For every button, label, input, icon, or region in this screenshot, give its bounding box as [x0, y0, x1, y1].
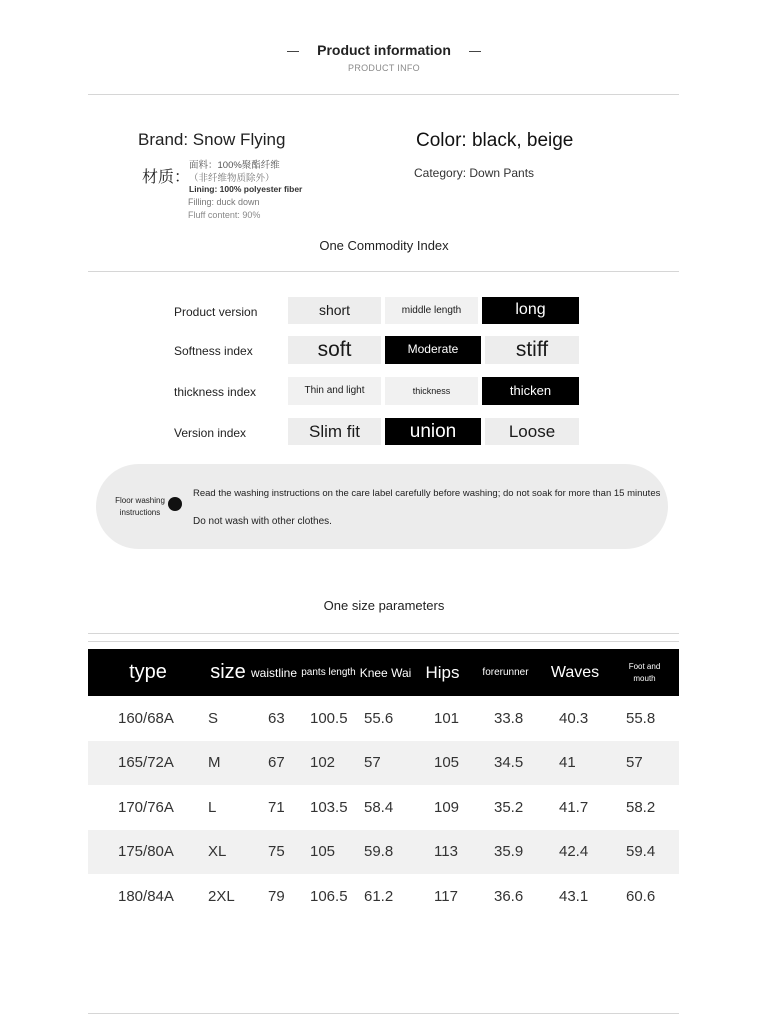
material-label: 材质：: [142, 169, 191, 186]
table-cell: 105: [414, 741, 471, 786]
table-cell: 165/72A: [88, 741, 208, 786]
index-option-selected: Moderate: [385, 336, 481, 364]
index-option-selected: long: [482, 297, 579, 324]
index-option: short: [288, 297, 381, 324]
table-cell: 35.9: [471, 830, 540, 875]
material-line: Filling: duck down: [188, 197, 260, 207]
table-cell: 57: [610, 741, 679, 786]
table-cell: L: [208, 798, 217, 816]
table-cell: 60.6: [626, 887, 656, 905]
material-line: Lining: 100% polyester fiber: [189, 184, 303, 194]
divider: [88, 1013, 679, 1014]
table-cell: 109: [434, 798, 460, 816]
column-header: waistline: [248, 649, 300, 696]
title-dash-left: [287, 51, 299, 52]
table-cell: 100.5: [310, 709, 348, 727]
index-row-label: thickness index: [174, 385, 257, 399]
table-cell: 79: [268, 887, 285, 905]
material-line: 面料：100%聚酯纤维: [189, 160, 280, 171]
table-cell: 75: [248, 830, 300, 875]
divider: [88, 641, 679, 642]
washing-label: Floor washing instructions: [115, 496, 165, 517]
table-cell: 42.4: [540, 830, 610, 875]
washing-text: Do not wash with other clothes.: [193, 516, 332, 527]
table-cell: 105: [300, 830, 357, 875]
page-title-text: Product information: [317, 42, 451, 58]
table-cell: 117: [434, 887, 458, 905]
table-cell: 102: [300, 741, 357, 786]
table-cell: 2XL: [208, 887, 235, 905]
divider: [88, 94, 679, 95]
title-dash-right: [469, 51, 481, 52]
column-header: Hips: [414, 649, 471, 696]
column-header: Knee Wai: [357, 649, 414, 696]
category-text: Category: Down Pants: [414, 166, 535, 180]
index-row-label: Version index: [174, 426, 247, 440]
table-cell: 71: [268, 798, 285, 816]
table-cell: 58.2: [626, 798, 656, 816]
table-cell: S: [208, 709, 219, 727]
table-cell: 160/68A: [118, 709, 174, 727]
page-subtitle: PRODUCT INFO: [348, 63, 420, 73]
size-table-header: [88, 649, 679, 696]
table-cell: 33.8: [494, 709, 524, 727]
table-cell: 106.5: [310, 887, 348, 905]
color-text: Color: black, beige: [416, 130, 574, 151]
material-line: Fluff content: 90%: [188, 210, 261, 220]
divider: [88, 633, 679, 634]
washing-panel: [96, 464, 668, 549]
table-row: [88, 874, 679, 919]
table-cell: 34.5: [471, 741, 540, 786]
table-cell: 58.4: [364, 798, 394, 816]
material-line: （非纤维物质除外）: [189, 173, 275, 184]
table-cell: 101: [434, 709, 460, 727]
bullet-icon: [168, 497, 182, 511]
column-header: pants length: [300, 649, 357, 696]
table-cell: 170/76A: [118, 798, 174, 816]
column-header: forerunner: [471, 649, 540, 696]
table-cell: XL: [208, 830, 248, 875]
table-row: [88, 696, 679, 741]
column-header: Foot and mouth: [610, 649, 679, 696]
index-option: Loose: [485, 418, 579, 445]
table-cell: 36.6: [494, 887, 524, 905]
table-cell: 57: [357, 741, 414, 786]
column-header: type: [88, 649, 208, 696]
table-cell: 35.2: [494, 798, 524, 816]
index-option: Slim fit: [288, 418, 381, 445]
table-cell: 67: [248, 741, 300, 786]
size-title: One size parameters: [323, 598, 445, 613]
table-row: [88, 741, 679, 786]
divider: [88, 271, 679, 272]
table-cell: 180/84A: [118, 887, 174, 905]
table-cell: 59.8: [357, 830, 414, 875]
size-table: [88, 649, 679, 919]
table-cell: 113: [414, 830, 471, 875]
washing-text: Read the washing instructions on the care label carefully before washing; do not soak for more than 15 minutes: [193, 488, 661, 499]
table-cell: 40.3: [559, 709, 589, 727]
table-cell: 41.7: [559, 798, 589, 816]
column-header: size: [208, 649, 248, 696]
table-cell: 175/80A: [88, 830, 208, 875]
page-title: [0, 42, 768, 58]
index-row-label: Product version: [174, 305, 258, 319]
index-option-selected: thicken: [482, 377, 579, 405]
table-cell: 55.8: [626, 709, 656, 727]
index-title: One Commodity Index: [319, 238, 449, 253]
index-option: Thin and light: [288, 377, 381, 405]
table-cell: 103.5: [310, 798, 348, 816]
table-row: [88, 830, 679, 875]
index-option: middle length: [385, 297, 478, 324]
index-option: soft: [288, 336, 381, 364]
table-cell: 61.2: [364, 887, 394, 905]
index-option: stiff: [485, 336, 579, 364]
table-cell: 41: [540, 741, 610, 786]
table-cell: 59.4: [610, 830, 679, 875]
index-row-label: Softness index: [174, 344, 253, 358]
brand-text: Brand: Snow Flying: [138, 130, 286, 149]
table-cell: 55.6: [364, 709, 394, 727]
column-header: Waves: [540, 649, 610, 696]
table-cell: 63: [268, 709, 285, 727]
table-cell: M: [208, 741, 248, 786]
index-option-selected: union: [385, 418, 481, 445]
table-row: [88, 785, 679, 830]
index-option: thickness: [385, 377, 478, 405]
table-cell: 43.1: [559, 887, 589, 905]
